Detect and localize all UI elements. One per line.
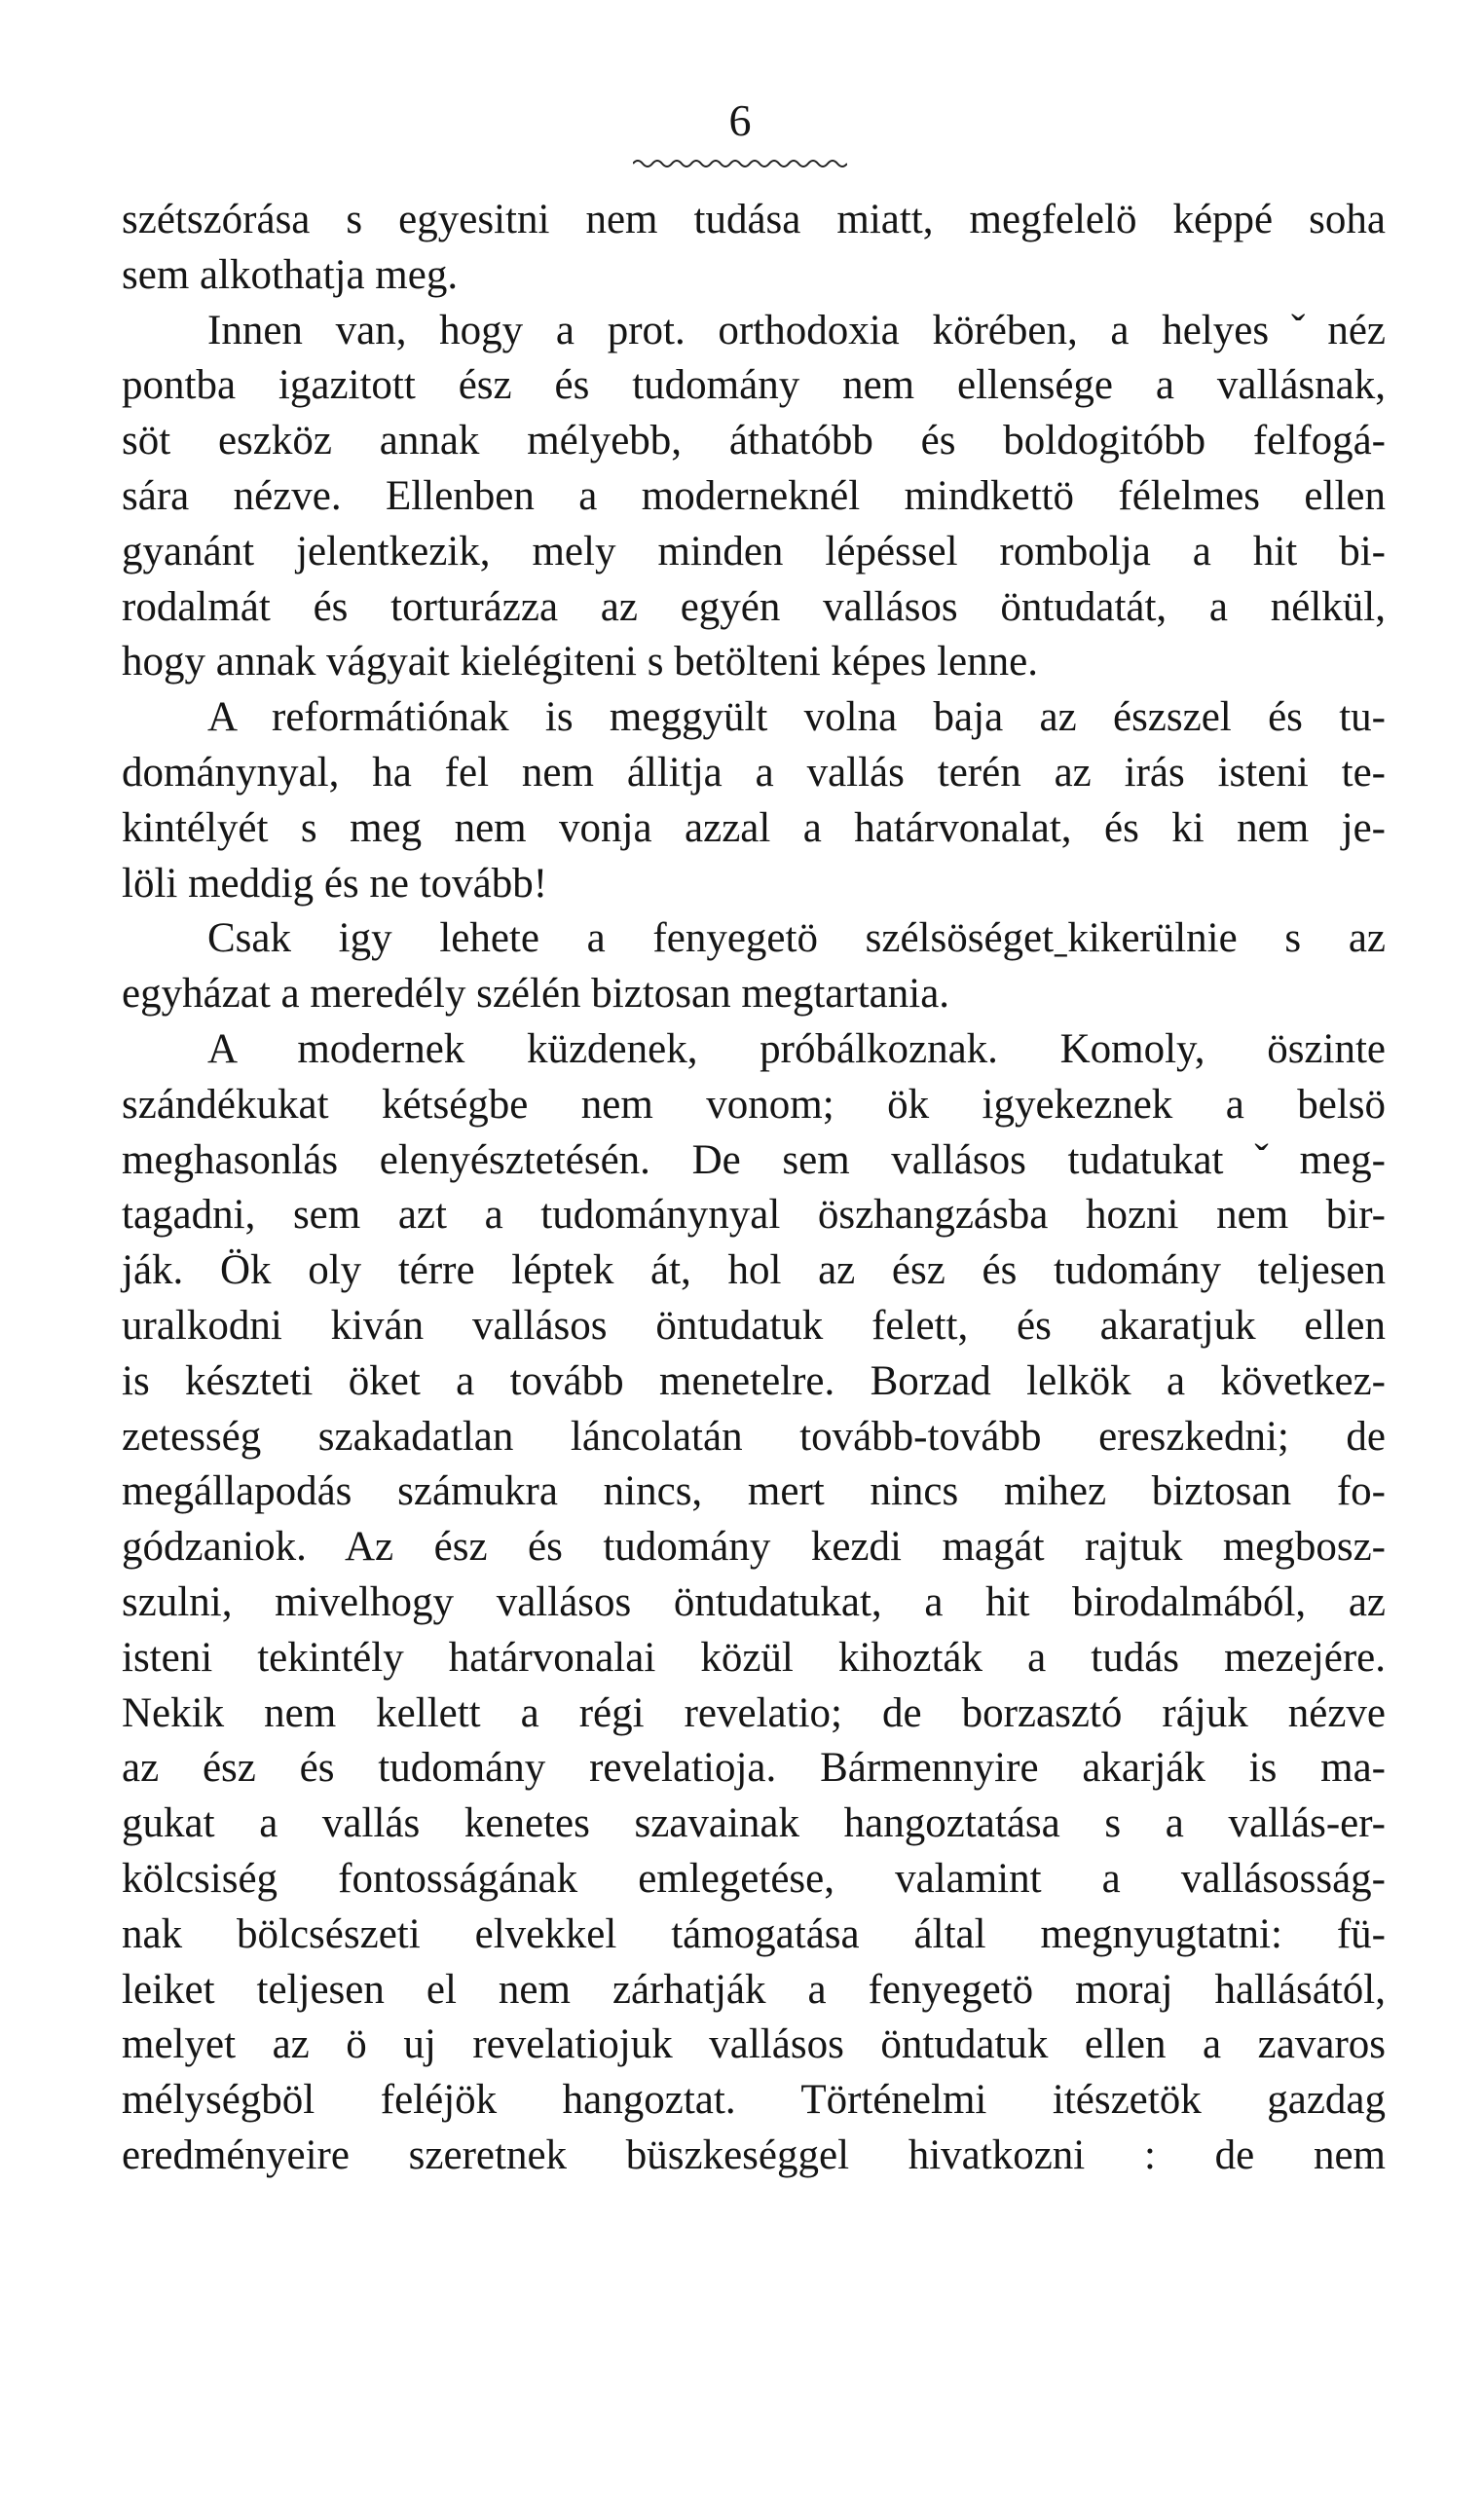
text-line: az ész és tudomány revelatioja. Bármennyire akarják is ma- [122,1745,1386,1792]
body-text [122,193,1386,2184]
text-line: rodalmát és torturázza az egyén vallásos öntudatát, a nélkül, [122,583,1386,630]
text-line: sára nézve. Ellenben a moderneknél mindkettö félelmes ellen [122,472,1386,519]
text-line: ják. Ök oly térre léptek át, hol az ész és tudomány teljesen [122,1247,1386,1294]
text-line: megállapodás számukra nincs, mert nincs mihez biztosan fo- [122,1468,1386,1515]
text-line: szulni, mivelhogy vallásos öntudatukat, a hit birodalmából, az [122,1578,1386,1625]
text-line: gukat a vallás kenetes szavainak hangoztatása s a vallás-er- [122,1800,1386,1847]
text-line: sem alkothatja meg. [122,251,459,298]
text-line: Innen van, hogy a prot. orthodoxia körében, a helyesˇnéz [207,307,1386,353]
text-line: is készteti öket a tovább menetelre. Borzad lelkök a következ- [122,1357,1386,1404]
text-line: pontba igazitott ész és tudomány nem ellensége a vallásnak, [122,362,1386,409]
text-line: szándékukat kétségbe nem vonom; ök igyekeznek a belsö [122,1081,1386,1128]
text-line: melyet az ö uj revelatiojuk vallásos öntudatuk ellen a zavaros [122,2021,1386,2068]
text-line: meghasonlás elenyésztetésén. De sem vallásos tudatukatˇmeg- [122,1136,1386,1183]
text-line: dománynyal, ha fel nem állitja a vallás terén az irás isteni te- [122,749,1386,796]
text-line: gódzaniok. Az ész és tudomány kezdi magát rajtuk megbosz- [122,1524,1386,1571]
text-line: tagadni, sem azt a tudománynyal öszhangzásba hozni nem bir- [122,1192,1386,1239]
text-line: eredményeire szeretnek büszkeséggel hivatkozni : de nem [122,2131,1386,2178]
page-number-ornament [633,156,847,171]
text-line: szétszórása s egyesitni nem tudása miatt, megfelelö képpé soha [122,197,1386,242]
page-number: 6 [728,95,752,145]
text-line: isteni tekintély határvonalai közül kihozták a tudás mezejére. [122,1634,1386,1681]
text-line: uralkodni kiván vallásos öntudatuk felett, és akaratjuk ellen [122,1302,1386,1349]
text-line: söt eszköz annak mélyebb, áthatóbb és boldogitóbb felfogá- [122,418,1386,464]
text-line: Nekik nem kellett a régi revelatio; de borzasztó rájuk nézve [122,1689,1386,1736]
text-line: kölcsiség fontosságának emlegetése, valamint a vallásosság- [122,1855,1386,1902]
text-line: zetesség szakadatlan láncolatán tovább-tovább ereszkedni; de [122,1413,1386,1460]
text-line: A modernek küzdenek, próbálkoznak. Komoly, öszinte [207,1025,1386,1072]
text-line: hogy annak vágyait kielégiteni s betölteni képes lenne. [122,639,1038,686]
text-line: leiket teljesen el nem zárhatják a fenyegetö moraj hallásától, [122,1966,1386,2013]
text-line: kintélyét s meg nem vonja azzal a határvonalat, és ki nem je- [122,804,1386,851]
text-line: mélységböl feléjök hangoztat. Történelmi itészetök gazdag [122,2077,1386,2124]
text-line: egyházat a meredély szélén biztosan megtartania. [122,971,950,1018]
text-line: löli meddig és ne tovább! [122,860,548,907]
text-line: A reformátiónak is meggyült volna baja az észszel és tu- [207,694,1386,741]
text-line: Csak igy lehete a fenyegetö szélsöségetˍkikerülnie s az [207,915,1386,962]
text-line: gyanánt jelentkezik, mely minden lépéssel rombolja a hit bi- [122,528,1386,574]
text-line: nak bölcsészeti elvekkel támogatása által megnyugtatni: fü- [122,1910,1386,1957]
